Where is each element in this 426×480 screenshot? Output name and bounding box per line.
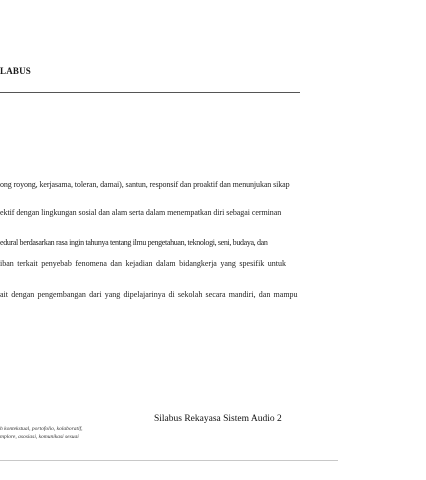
- body-line-2: ektif dengan lingkungan sosial dan alam serta dalam menempatkan diri sebagai cerminan: [0, 208, 282, 217]
- header-divider: [0, 92, 300, 93]
- running-footer-title: Silabus Rekayasa Sistem Audio 2: [154, 414, 282, 424]
- header-title: LABUS: [0, 66, 32, 76]
- footnote-line-2: mplore, asosiasi, komunikasi sesuai: [0, 434, 79, 440]
- footnote-line-1: h kontekstual, portofolio, kolaboratif,: [0, 426, 83, 432]
- body-line-4: iban terkait penyebab fenomena dan kejadian dalam bidangkerja yang spesifik untuk: [0, 259, 287, 268]
- body-line-1: ong royong, kerjasama, toleran, damai), santun, responsif dan proaktif dan menunjukan sikap: [0, 180, 290, 189]
- body-line-3: edural berdasarkan rasa ingin tahunya tentang ilmu pengetahuan, teknologi, seni, budaya, dan: [0, 238, 268, 247]
- body-line-5: ait dengan pengembangan dari yang dipelajarinya di sekolah secara mandiri, dan mampu: [0, 290, 298, 299]
- page-bottom-divider: [0, 460, 338, 461]
